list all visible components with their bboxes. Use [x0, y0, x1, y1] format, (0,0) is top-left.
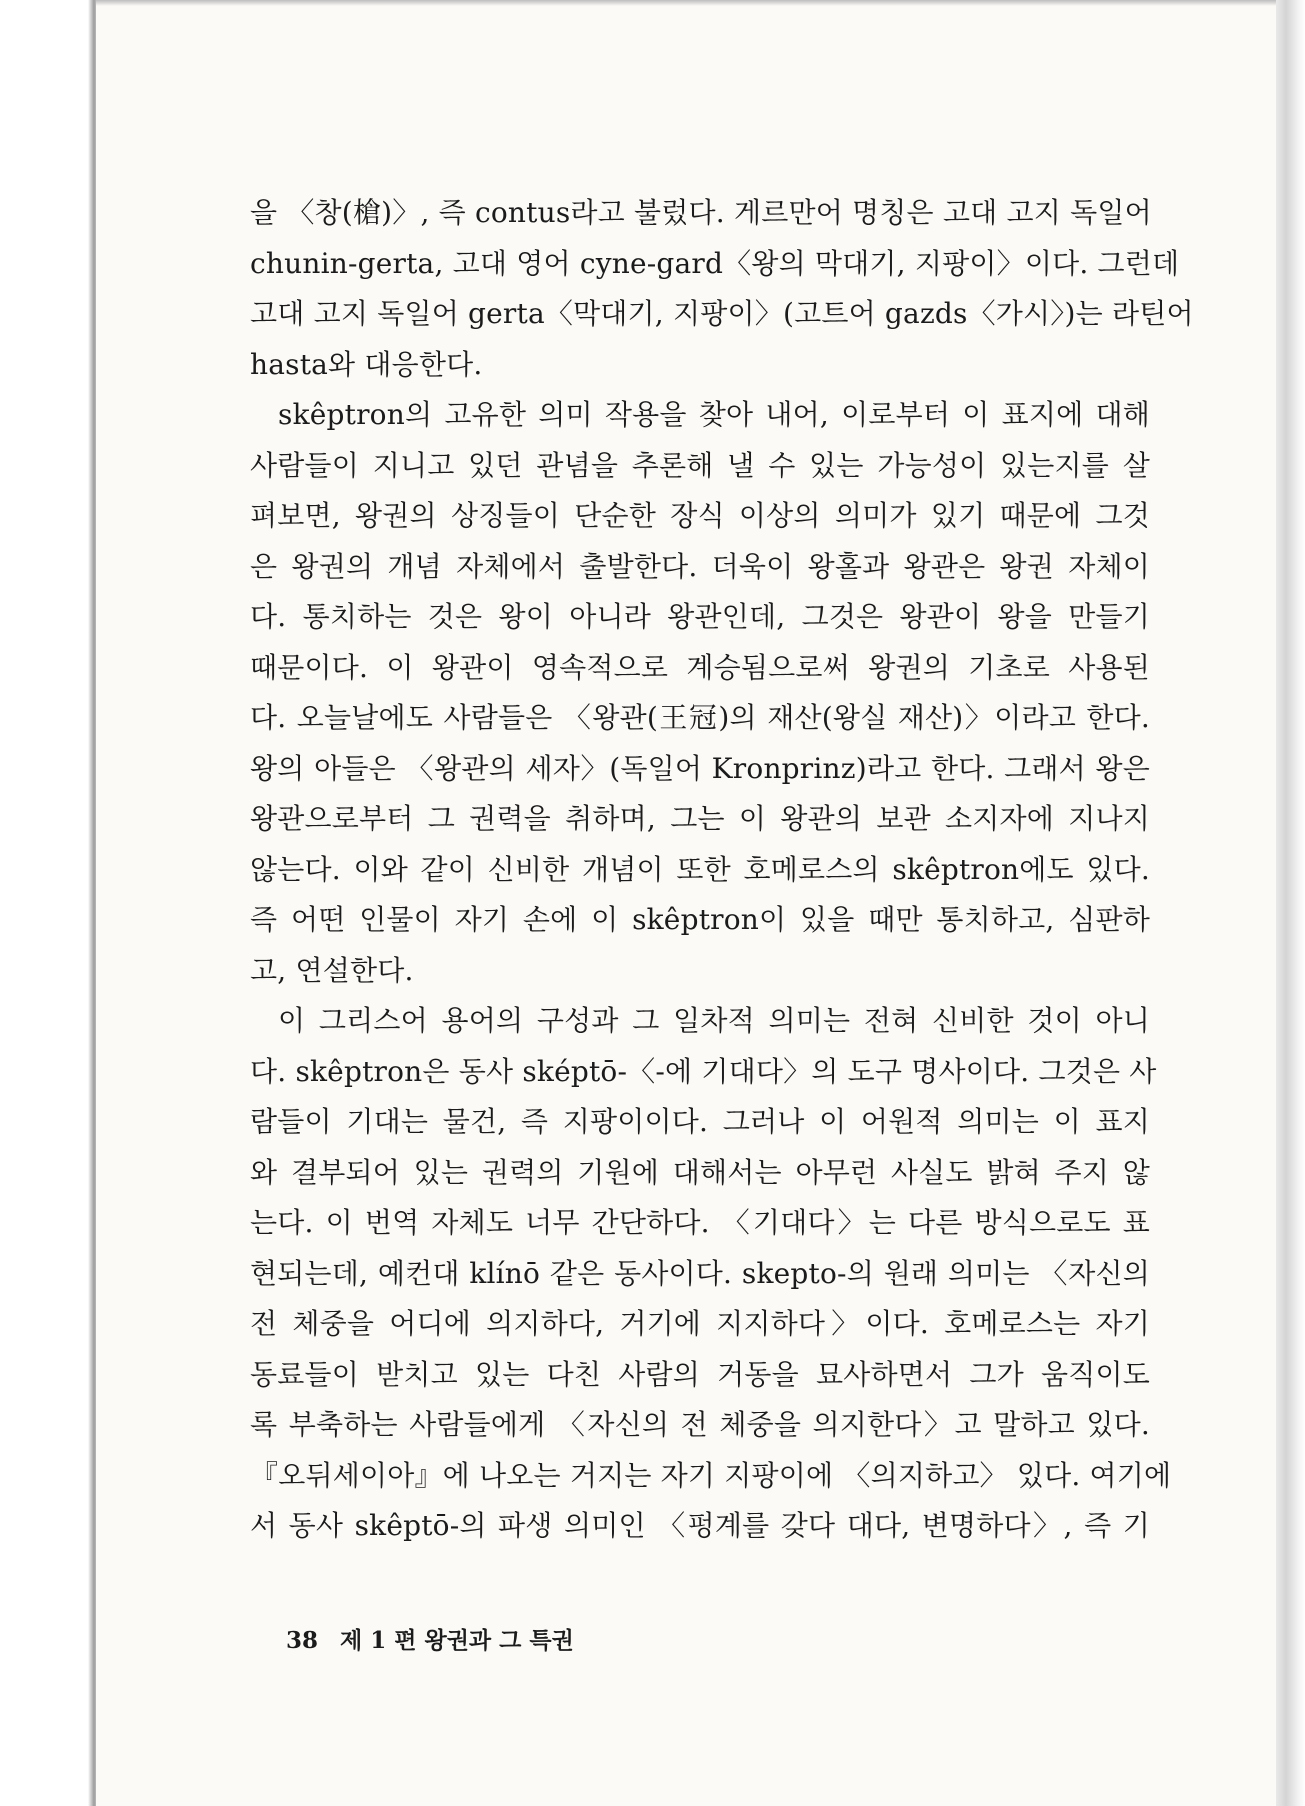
text-line: 『오뒤세이아』에 나오는 거지는 자기 지팡이에 〈의지하고〉 있다. 여기에: [250, 1458, 1172, 1492]
running-header-section: 제 1 편 왕권과 그 특권: [340, 1627, 574, 1654]
page-number: 38: [286, 1627, 319, 1654]
text-line: 펴보면, 왕권의 상징들이 단순한 장식 이상의 의미가 있기 때문에 그것: [250, 499, 1150, 532]
text-line: 이 그리스어 용어의 구성과 그 일차적 의미는 전혀 신비한 것이 아니: [278, 1004, 1150, 1037]
text-line: 람들이 기대는 물건, 즉 지팡이이다. 그러나 이 어원적 의미는 이 표지: [250, 1105, 1150, 1138]
text-line: 다. 오늘날에도 사람들은 〈왕관(王冠)의 재산(왕실 재산)〉이라고 한다.: [250, 701, 1150, 734]
text-line: 전 체중을 어디에 의지하다, 거기에 지지하다〉이다. 호메로스는 자기: [250, 1307, 1150, 1340]
text-line: 때문이다. 이 왕관이 영속적으로 계승됨으로써 왕권의 기초로 사용된: [250, 650, 1150, 684]
text-line: 서 동사 skêptō-의 파생 의미인 〈펑계를 갖다 대다, 변명하다〉, 즉 기: [250, 1509, 1150, 1542]
page-footer: [286, 1622, 574, 1655]
text-line: 왕관으로부터 그 권력을 취하며, 그는 이 왕관의 보관 소지자에 지나지: [250, 802, 1150, 835]
text-line: 록 부축하는 사람들에게 〈자신의 전 체중을 의지한다〉고 말하고 있다.: [250, 1408, 1150, 1441]
text-line: 현되는데, 예컨대 klínō 같은 동사이다. skepto-의 원래 의미는 〈자신의: [250, 1256, 1150, 1290]
text-line: 고, 연설한다.: [250, 953, 414, 987]
text-line: 않는다. 이와 같이 신비한 개념이 또한 호메로스의 skêptron에도 있다.: [250, 852, 1150, 886]
text-line: 왕의 아들은 〈왕관의 세자〉(독일어 Kronprinz)라고 한다. 그래서 왕은: [250, 751, 1150, 785]
text-line: 고대 고지 독일어 gerta〈막대기, 지팡이〉(고트어 gazds〈가시〉)는 라틴어: [250, 297, 1194, 330]
text-line: 을 〈창(槍)〉, 즉 contus라고 불렀다. 게르만어 명칭은 고대 고지 독일어: [250, 196, 1152, 229]
text-line: 즉 어떤 인물이 자기 손에 이 skêptron이 있을 때만 통치하고, 심판하: [250, 903, 1150, 936]
text-line: skêptron의 고유한 의미 작용을 찾아 내어, 이로부터 이 표지에 대해: [278, 398, 1150, 431]
body-text: [250, 188, 1194, 1552]
page-right-edge: [1276, 0, 1305, 1806]
text-line: 와 결부되어 있는 권력의 기원에 대해서는 아무런 사실도 밝혀 주지 않: [250, 1155, 1150, 1189]
text-line: 는다. 이 번역 자체도 너무 간단하다. 〈기대다〉는 다른 방식으로도 표: [250, 1206, 1150, 1239]
text-line: 동료들이 받치고 있는 다친 사람의 거동을 묘사하면서 그가 움직이도: [250, 1357, 1150, 1391]
book-binding-shadow: [0, 0, 110, 1806]
text-line: 은 왕권의 개념 자체에서 출발한다. 더욱이 왕홀과 왕관은 왕권 자체이: [250, 549, 1150, 583]
text-line: hasta와 대응한다.: [250, 347, 483, 381]
page-top-edge: [96, 0, 1276, 6]
text-line: chunin-gerta, 고대 영어 cyne-gard〈왕의 막대기, 지팡이〉이다. 그런데: [250, 246, 1180, 280]
text-line: 사람들이 지니고 있던 관념을 추론해 낼 수 있는 가능성이 있는지를 살: [250, 448, 1150, 482]
text-line: 다. skêptron은 동사 sképtō-〈-에 기대다〉의 도구 명사이다. 그것은 사: [250, 1054, 1157, 1088]
text-line: 다. 통치하는 것은 왕이 아니라 왕관인데, 그것은 왕관이 왕을 만들기: [250, 600, 1150, 633]
